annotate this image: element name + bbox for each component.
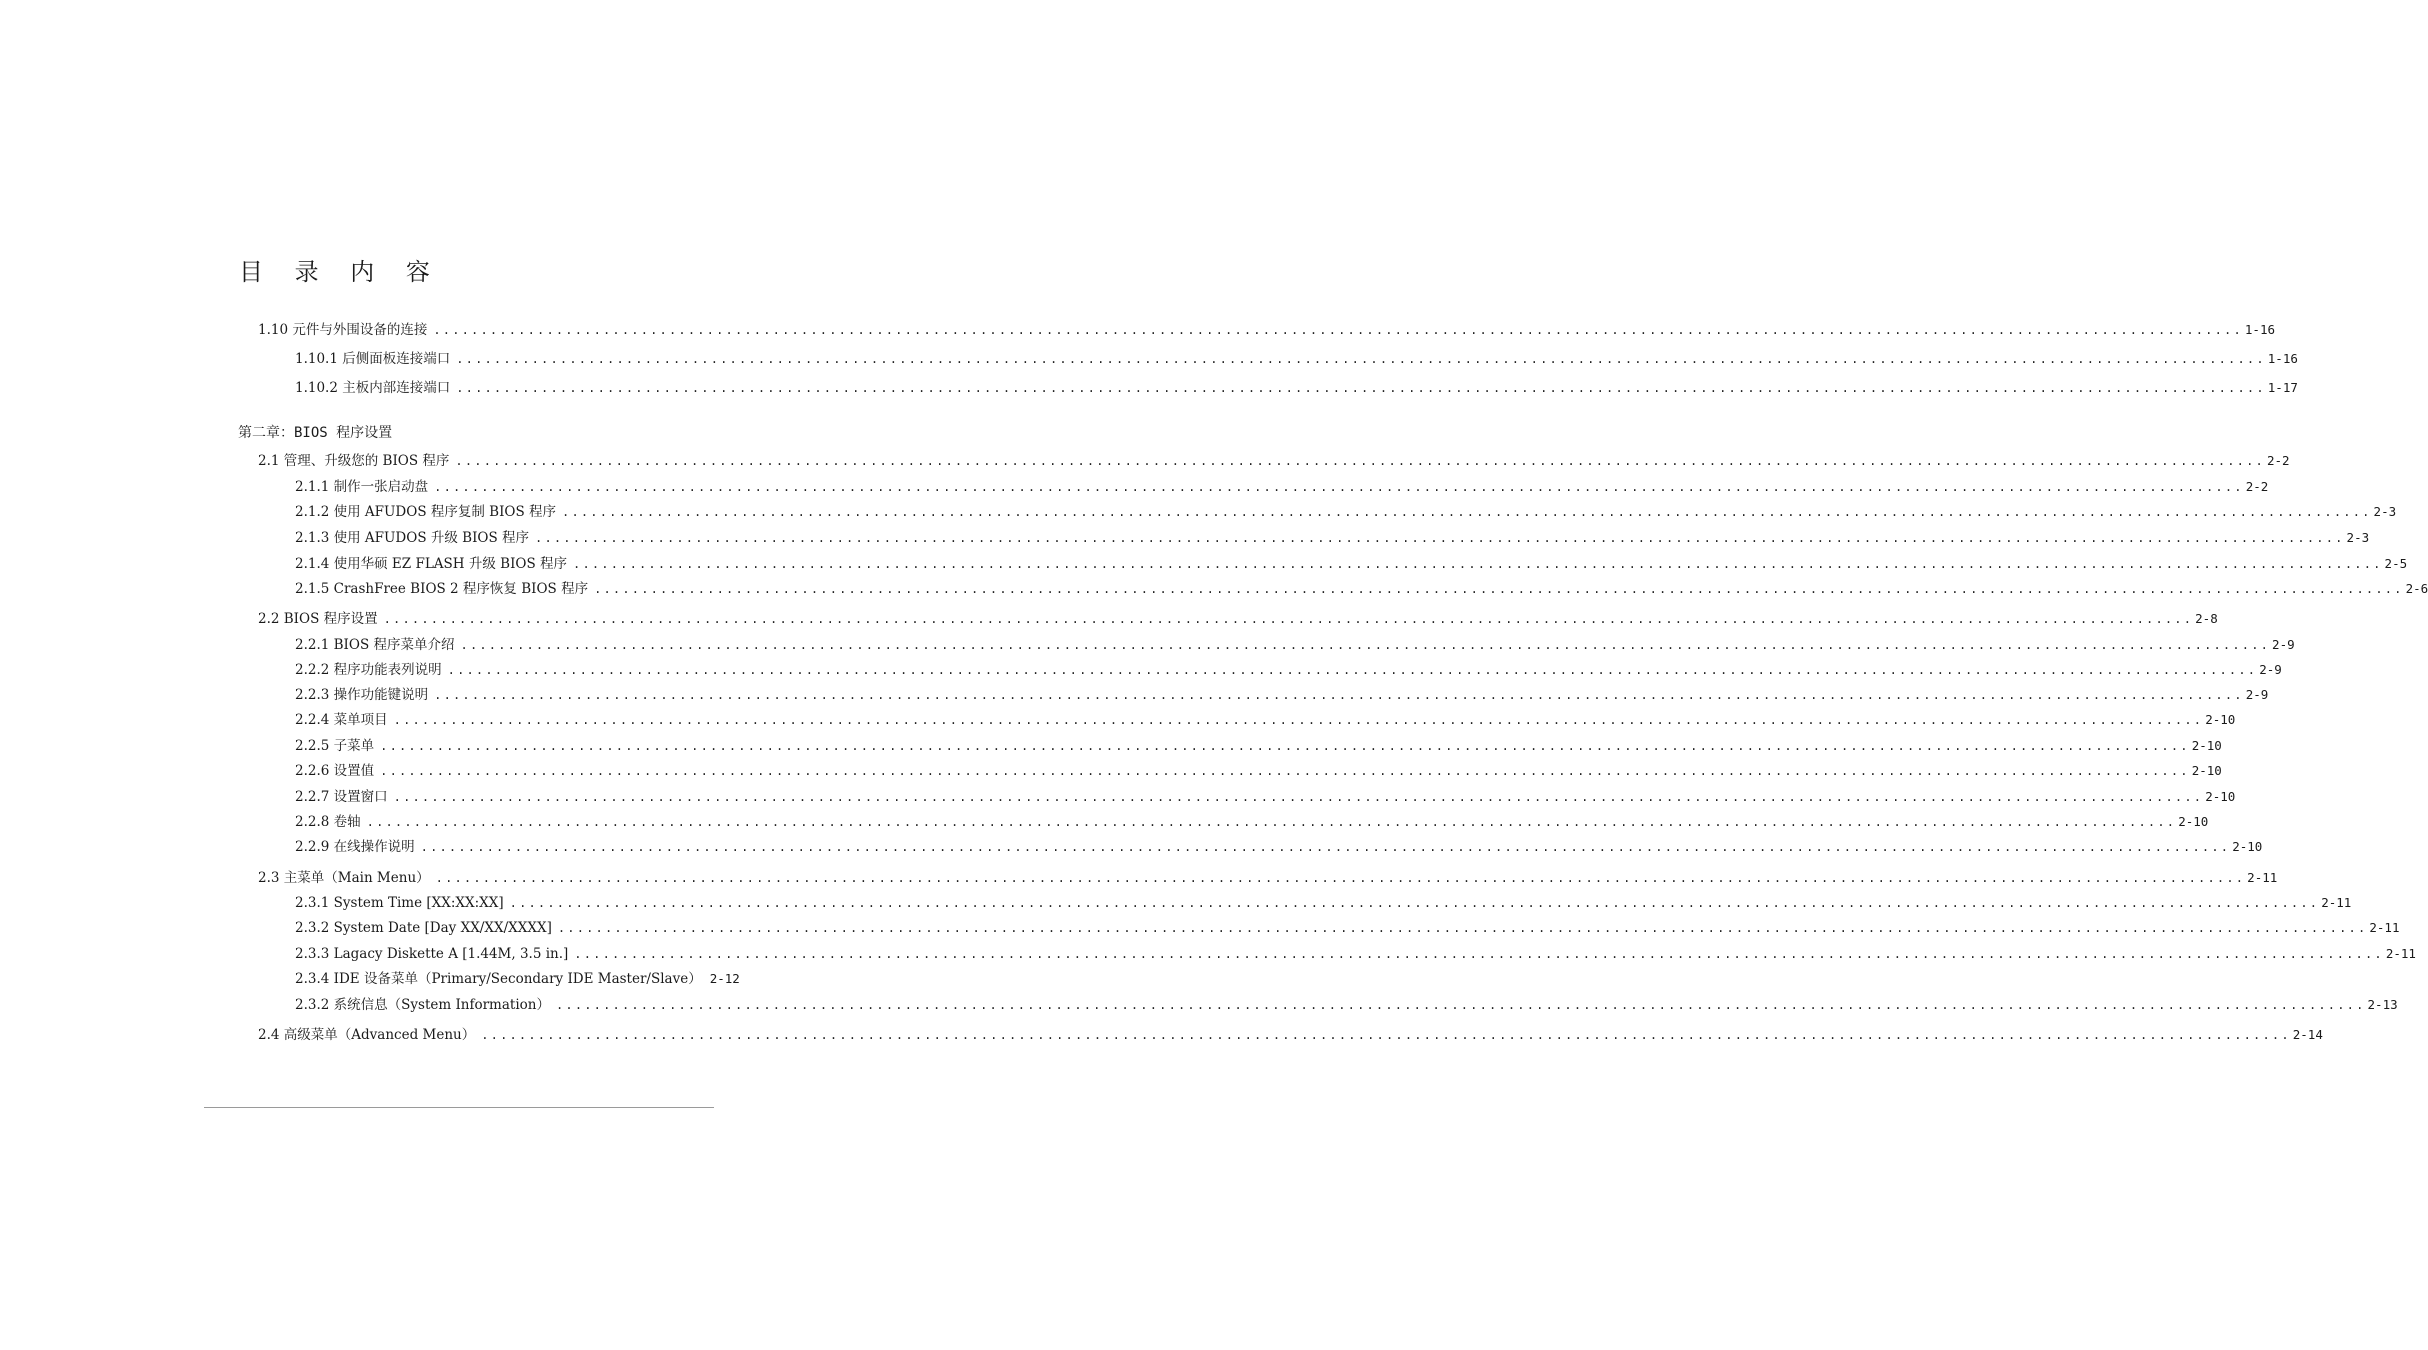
dot-leader bbox=[562, 503, 2372, 521]
toc-entry-page-number: 2-14 bbox=[2292, 1027, 2323, 1042]
toc-entry bbox=[295, 762, 2222, 780]
toc-entry bbox=[295, 529, 2370, 547]
toc-entry-page-number: 1-16 bbox=[2267, 351, 2298, 366]
toc-entry bbox=[295, 996, 2398, 1014]
toc-entry-label: 2.3.2 系统信息（System Information） bbox=[295, 997, 550, 1013]
toc-entry-label: 2.3.3 Lagacy Diskette A [1.44M, 3.5 in.] bbox=[295, 946, 569, 962]
toc-entry-label: 2.1 管理、升级您的 BIOS 程序 bbox=[258, 453, 450, 469]
dot-leader bbox=[367, 813, 2177, 831]
toc-entry-page-number: 2-11 bbox=[2385, 946, 2416, 961]
footer-divider bbox=[204, 1107, 714, 1108]
dot-leader bbox=[380, 737, 2190, 755]
toc-entry bbox=[295, 919, 2400, 937]
toc-entry-label: 2.1.2 使用 AFUDOS 程序复制 BIOS 程序 bbox=[295, 504, 557, 520]
toc-entry-label: 1.10 元件与外围设备的连接 bbox=[258, 322, 428, 338]
dot-leader bbox=[384, 610, 2194, 628]
toc-entry-page-number: 2-3 bbox=[2346, 530, 2370, 545]
toc-entry-page-number: 2-11 bbox=[2369, 920, 2400, 935]
toc-entry-label: 2.1.3 使用 AFUDOS 升级 BIOS 程序 bbox=[295, 530, 530, 546]
toc-entry-label: 2.2 BIOS 程序设置 bbox=[258, 611, 378, 627]
dot-leader bbox=[433, 321, 2243, 339]
toc-entry bbox=[295, 350, 2298, 368]
toc-entry-page-number: 2-10 bbox=[2178, 814, 2209, 829]
toc-entry-page-number: 2-10 bbox=[2205, 789, 2236, 804]
toc-entry-label: 2.2.5 子菜单 bbox=[295, 738, 375, 754]
toc-entry bbox=[295, 379, 2298, 397]
toc-entry-page-number: 1-16 bbox=[2244, 322, 2275, 337]
dot-leader bbox=[558, 919, 2368, 937]
toc-entry bbox=[295, 636, 2295, 654]
toc-entry-page-number: 2-3 bbox=[2373, 504, 2397, 519]
toc-entry-label: 2.1.1 制作一张启动盘 bbox=[295, 479, 429, 495]
dot-leader bbox=[448, 661, 2258, 679]
toc-entry-label: 1.10.2 主板内部连接端口 bbox=[295, 380, 451, 396]
toc-entry bbox=[258, 321, 2275, 339]
toc-entry-page-number: 2-9 bbox=[2245, 687, 2269, 702]
dot-leader bbox=[394, 788, 2204, 806]
toc-entry bbox=[295, 945, 2416, 963]
toc-entry bbox=[295, 580, 2428, 598]
toc-entry bbox=[295, 555, 2408, 573]
toc-entry-label: 2.2.9 在线操作说明 bbox=[295, 839, 415, 855]
toc-entry-label: 2.2.1 BIOS 程序菜单介绍 bbox=[295, 637, 455, 653]
toc-entry bbox=[295, 478, 2269, 496]
toc-entry-label: 2.2.2 程序功能表列说明 bbox=[295, 662, 442, 678]
toc-entry-page-number: 2-13 bbox=[2367, 997, 2398, 1012]
dot-leader bbox=[573, 555, 2383, 573]
toc-entry bbox=[295, 661, 2282, 679]
toc-entry bbox=[295, 813, 2209, 831]
toc-entry-label: 2.2.7 设置窗口 bbox=[295, 789, 388, 805]
toc-entry-label: 2.3.1 System Time [XX:XX:XX] bbox=[295, 895, 504, 911]
toc-entry bbox=[258, 452, 2290, 470]
dot-leader bbox=[394, 711, 2204, 729]
toc-entry-page-number: 2-10 bbox=[2232, 839, 2263, 854]
toc-entry-page-number: 2-2 bbox=[2245, 479, 2269, 494]
dot-leader bbox=[535, 529, 2345, 547]
toc-entry-page-number: 2-12 bbox=[709, 971, 740, 986]
dot-leader bbox=[456, 350, 2266, 368]
toc-entry-label: 2.3.2 System Date [Day XX/XX/XXXX] bbox=[295, 920, 552, 936]
toc-entry-label: 2.1.4 使用华硕 EZ FLASH 升级 BIOS 程序 bbox=[295, 556, 568, 572]
dot-leader bbox=[594, 580, 2404, 598]
toc-entry bbox=[295, 970, 740, 988]
dot-leader bbox=[574, 945, 2384, 963]
toc-entry-page-number: 2-5 bbox=[2384, 556, 2408, 571]
toc-entry bbox=[258, 869, 2278, 887]
toc-entry bbox=[258, 1026, 2323, 1044]
dot-leader bbox=[461, 636, 2271, 654]
toc-entry-page-number: 2-8 bbox=[2195, 611, 2218, 626]
toc-entry-label: 2.1.5 CrashFree BIOS 2 程序恢复 BIOS 程序 bbox=[295, 581, 589, 597]
toc-entry-page-number: 2-11 bbox=[2247, 870, 2278, 885]
toc-entry-label: 2.2.8 卷轴 bbox=[295, 814, 361, 830]
dot-leader bbox=[455, 452, 2265, 470]
toc-entry-label: 2.4 高级菜单（Advanced Menu） bbox=[258, 1027, 476, 1043]
toc-entry-label: 2.2.3 操作功能键说明 bbox=[295, 687, 429, 703]
toc-entry-page-number: 2-10 bbox=[2205, 712, 2236, 727]
dot-leader bbox=[434, 686, 2244, 704]
toc-entry-page-number: 2-10 bbox=[2191, 763, 2222, 778]
dot-leader bbox=[510, 894, 2320, 912]
dot-leader bbox=[380, 762, 2190, 780]
toc-entry bbox=[295, 737, 2222, 755]
toc-entry-label: 2.3 主菜单（Main Menu） bbox=[258, 870, 430, 886]
toc-entry bbox=[295, 788, 2236, 806]
dot-leader bbox=[434, 478, 2244, 496]
toc-entry-page-number: 2-9 bbox=[2272, 637, 2295, 652]
toc-entry-page-number: 2-2 bbox=[2266, 453, 2290, 468]
toc-entry-label: 1.10.1 后侧面板连接端口 bbox=[295, 351, 451, 367]
toc-entry-label: 2.2.6 设置值 bbox=[295, 763, 375, 779]
dot-leader bbox=[436, 869, 2246, 887]
toc-entry bbox=[295, 503, 2397, 521]
toc-entry bbox=[295, 686, 2269, 704]
chapter-heading: 第二章：BIOS 程序设置 bbox=[238, 425, 393, 441]
toc-entry bbox=[295, 838, 2263, 856]
toc-entry bbox=[295, 894, 2352, 912]
toc-entry-page-number: 2-6 bbox=[2405, 581, 2428, 596]
toc-entry bbox=[258, 610, 2218, 628]
dot-leader bbox=[481, 1026, 2291, 1044]
dot-leader bbox=[456, 379, 2266, 397]
toc-entry-label: 2.2.4 菜单项目 bbox=[295, 712, 388, 728]
toc-entry-page-number: 2-10 bbox=[2191, 738, 2222, 753]
toc-entry bbox=[295, 711, 2236, 729]
toc-entry-page-number: 1-17 bbox=[2267, 380, 2298, 395]
dot-leader bbox=[556, 996, 2366, 1014]
page-title: 目 录 内 容 bbox=[239, 258, 442, 286]
toc-entry-page-number: 2-9 bbox=[2259, 662, 2282, 677]
toc-entry-label: 2.3.4 IDE 设备菜单（Primary/Secondary IDE Master/Slave） bbox=[295, 971, 702, 987]
dot-leader bbox=[421, 838, 2231, 856]
toc-entry-page-number: 2-11 bbox=[2321, 895, 2352, 910]
